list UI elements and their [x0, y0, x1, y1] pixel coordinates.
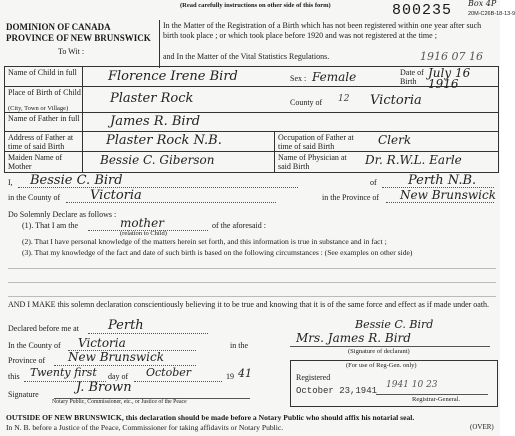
footer-outside: OUTSIDE OF NEW BRUNSWICK, this declaration should be made before a Notary Public who should affix his notarial seal. [6, 413, 415, 422]
declarant-signature-2: Mrs. James R. Bird [296, 331, 411, 345]
day-value: Twenty first [30, 366, 97, 379]
day-of-label: day of [108, 372, 129, 381]
solemn-declaration-text: AND I MAKE this solemn declaration conscientiously believing it to be true and knowing that it is of the same force and effect as if made under oath. [8, 300, 490, 309]
county-of-label: in the County of [8, 193, 61, 202]
sex-label: Sex : [290, 74, 307, 83]
officer-signature: J. Brown [76, 380, 132, 395]
county-label: County of [290, 98, 323, 107]
dominion-title: DOMINION OF CANADA [6, 22, 111, 32]
form-code: 20M-C26B-18-13-9 [468, 11, 515, 17]
physician-value: Dr. R.W.L. Earle [365, 153, 462, 167]
serial-number: 800235 [392, 2, 453, 19]
name-label: Name of Child in full [8, 68, 77, 77]
county-code: 12 [338, 94, 350, 104]
place-value: Plaster Rock [110, 91, 194, 106]
lower-county-label: In the County of [8, 341, 61, 350]
item-1-tail: of the aforesaid : [212, 221, 266, 230]
occupation-value: Clerk [378, 133, 412, 147]
officer-title: Notary Public, Commissioner, etc., or Justice of the Peace [52, 399, 187, 405]
place-label: Place of Birth of Child [8, 88, 81, 97]
relation-value: mother [120, 216, 164, 230]
year-prefix: 19 [226, 372, 234, 381]
maiden-value: Bessie C. Giberson [100, 153, 215, 167]
lower-province-label: Province of [8, 356, 46, 365]
solemnly-declare: Do Solemnly Declare as follows : [8, 210, 117, 219]
county-value: Victoria [370, 93, 422, 108]
i-label: I, [8, 178, 13, 187]
item-2: (2). That I have personal knowledge of the matters herein set forth, and this information is true in substance and in fact ; [22, 237, 387, 246]
footer-inside: In N. B. before a Justice of the Peace, Commissioner for taking affidavits or Notary Public. [6, 423, 284, 432]
dob-value: July 16 1916 [428, 66, 471, 91]
name-value: Florence Irene Bird [108, 69, 238, 84]
sex-value: Female [312, 70, 357, 84]
lower-province-value: New Brunswick [68, 350, 164, 364]
maiden-label: Maiden Name of Mother [8, 153, 63, 171]
declared-at-value: Perth [108, 318, 144, 333]
registered-label: Registered [296, 373, 331, 382]
to-wit: To Wit : [58, 47, 85, 56]
matter-regulations: and In the Matter of the Vital Statistics Regulations. [163, 52, 330, 61]
registrar-caption: Registrar-General. [412, 396, 461, 403]
declarant-caption: (Signature of declarant) [348, 348, 410, 355]
signature-label: Signature [8, 390, 39, 399]
item-1: (1). That I am the [22, 221, 79, 230]
dob-label: Date of Birth [400, 68, 424, 86]
month-value: October [146, 366, 192, 379]
matter-text: In the Matter of the Registration of a Birth which has not been registered within one year after such birth took place ; or which took place before 1920 and was not registered at the time ; [163, 21, 482, 40]
father-value: James R. Bird [110, 114, 201, 129]
father-label: Name of Father in full [8, 114, 80, 123]
physician-label: Name of Physician at said Birth [278, 153, 347, 171]
year-value: 41 [238, 367, 252, 380]
registered-date: October 23,1941 [296, 386, 378, 396]
footer-over: (OVER) [470, 423, 494, 431]
lower-county-value: Victoria [78, 336, 126, 350]
in-the-label: in the [230, 341, 248, 350]
of-value: Perth N.B. [408, 173, 477, 188]
of-label: of [370, 178, 377, 187]
declarant-signature-1: Bessie C. Bird [355, 318, 434, 331]
address-value: Plaster Rock N.B. [106, 133, 222, 148]
place-sub: (City, Town or Village) [8, 105, 69, 112]
relation-sub: (relation to Child) [120, 230, 167, 237]
declaration-county: Victoria [90, 188, 142, 203]
stamped-date: 1916 07 16 [420, 50, 483, 63]
this-label: this [8, 372, 20, 381]
instruction-note: (Read carefully instructions on other side of this form) [180, 2, 331, 9]
corner-handwriting: Box 4P [468, 0, 497, 8]
province-title: PROVINCE OF NEW BRUNSWICK [6, 33, 151, 43]
occupation-label: Occupation of Father at time of said Birth [278, 133, 354, 151]
registered-number: 1941 10 23 [386, 380, 438, 390]
declared-before-label: Declared before me at [8, 324, 79, 333]
registrar-box-title: (For use of Reg-Gen. only) [346, 362, 417, 369]
declarant-name: Bessie C. Bird [30, 173, 123, 188]
declaration-province: New Brunswick [400, 188, 496, 202]
province-of-label: in the Province of [322, 193, 380, 202]
item-3: (3). That my knowledge of the fact and date of such birth is based on the following circumstances : (See examples on other side) [22, 248, 413, 257]
address-label: Address of Father at time of said Birth [8, 133, 74, 151]
